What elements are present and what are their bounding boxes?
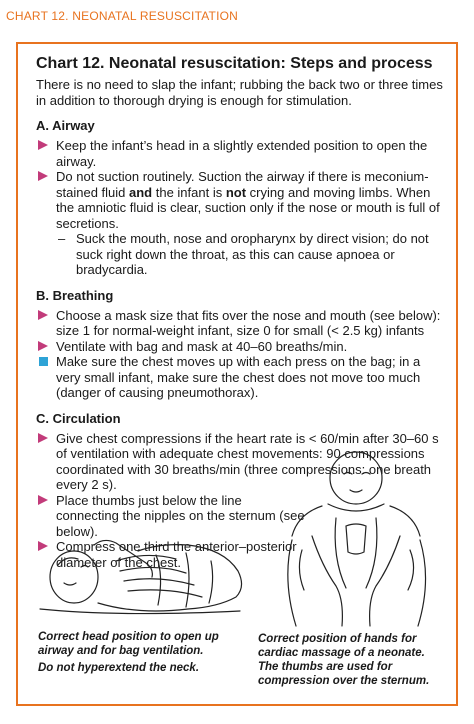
triangle-bullet-icon — [36, 308, 50, 322]
head-position-illustration — [36, 505, 246, 625]
triangle-bullet-icon — [36, 138, 50, 152]
triangle-bullet-icon — [36, 431, 50, 445]
neonate-head — [330, 452, 382, 504]
triangle-bullet-icon — [36, 339, 50, 353]
breathing-item-3-text: Make sure the chest moves up with each press on the bag; in a very small infant, make sure the chest does not move too much (danger of causing pneumothorax). — [56, 354, 421, 400]
airway-item-2-text: Do not suction routinely. Suction the airway if there is meconium-stained fluid — [56, 169, 429, 200]
airway-item-2-not: not — [225, 184, 247, 200]
left-caption-1: Correct head position to open up airway and for bag ventilation. — [38, 631, 219, 657]
airway-item-1 — [36, 138, 446, 169]
breathing-item-3 — [36, 354, 446, 401]
chart-title: Chart 12. Neonatal resuscitation: Steps and process — [36, 55, 433, 72]
airway-sub-item — [36, 231, 446, 278]
airway-item-2 — [36, 169, 446, 231]
triangle-bullet-icon — [36, 169, 50, 183]
airway-item-1-text: Keep the infant’s head in a slightly extended position to open the airway. — [56, 138, 428, 169]
breathing-heading: B. Breathing — [36, 287, 114, 303]
running-header: CHART 12. NEONATAL RESUSCITATION — [6, 9, 238, 23]
airway-item-2-mid: the infant is — [152, 184, 226, 200]
circulation-item-3-text: Compress one third the anterior–posterior diameter of the chest. — [56, 539, 297, 570]
airway-sub-item-text: Suck the mouth, nose and oropharynx by direct vision; do not suck right down the throat, as this can cause apnoea or bradycardia. — [76, 231, 429, 277]
breathing-item-1-text: Choose a mask size that fits over the nose and mouth (see below): size 1 for normal-weight infant, size 0 for small (< 2.5 kg) infants — [56, 307, 441, 338]
left-caption-2: Do not hyperextend the neck. — [38, 662, 200, 674]
intro-text: There is no need to slap the infant; rubbing the back two or three times in addition to thorough drying is enough for stimulation. — [36, 77, 443, 108]
breathing-item-1 — [36, 308, 446, 339]
circulation-heading: C. Circulation — [36, 410, 121, 426]
thumbs — [346, 524, 366, 554]
infant-head — [50, 551, 98, 603]
airway-item-2-and: and — [129, 184, 153, 200]
right-caption: Correct position of hands for cardiac massage of a neonate. The thumbs are used for compression over the sternum. — [258, 633, 430, 687]
dash-marker: – — [58, 231, 66, 246]
cardiac-massage-illustration — [272, 440, 448, 630]
breathing-item-2-text: Ventilate with bag and mask at 40–60 breaths/min. — [56, 338, 348, 354]
breathing-item-2 — [36, 339, 446, 355]
airway-item-2-post: crying and moving limbs. When the amniotic fluid is clear, suction only if the nose or mouth is full of secretions. — [56, 184, 440, 231]
square-bullet-icon — [36, 354, 50, 368]
airway-heading: A. Airway — [36, 118, 95, 133]
circulation-item-1-text: Give chest compressions if the heart rate is < 60/min after 30–60 s of ventilation with adequate chest movements: 90 compressions coordinated with 30 breaths/min (three compressions: one breath every 2 s). — [56, 430, 439, 492]
circulation-item-2-text: Place thumbs just below the line connecting the nipples on the sternum (see below). — [56, 492, 305, 539]
